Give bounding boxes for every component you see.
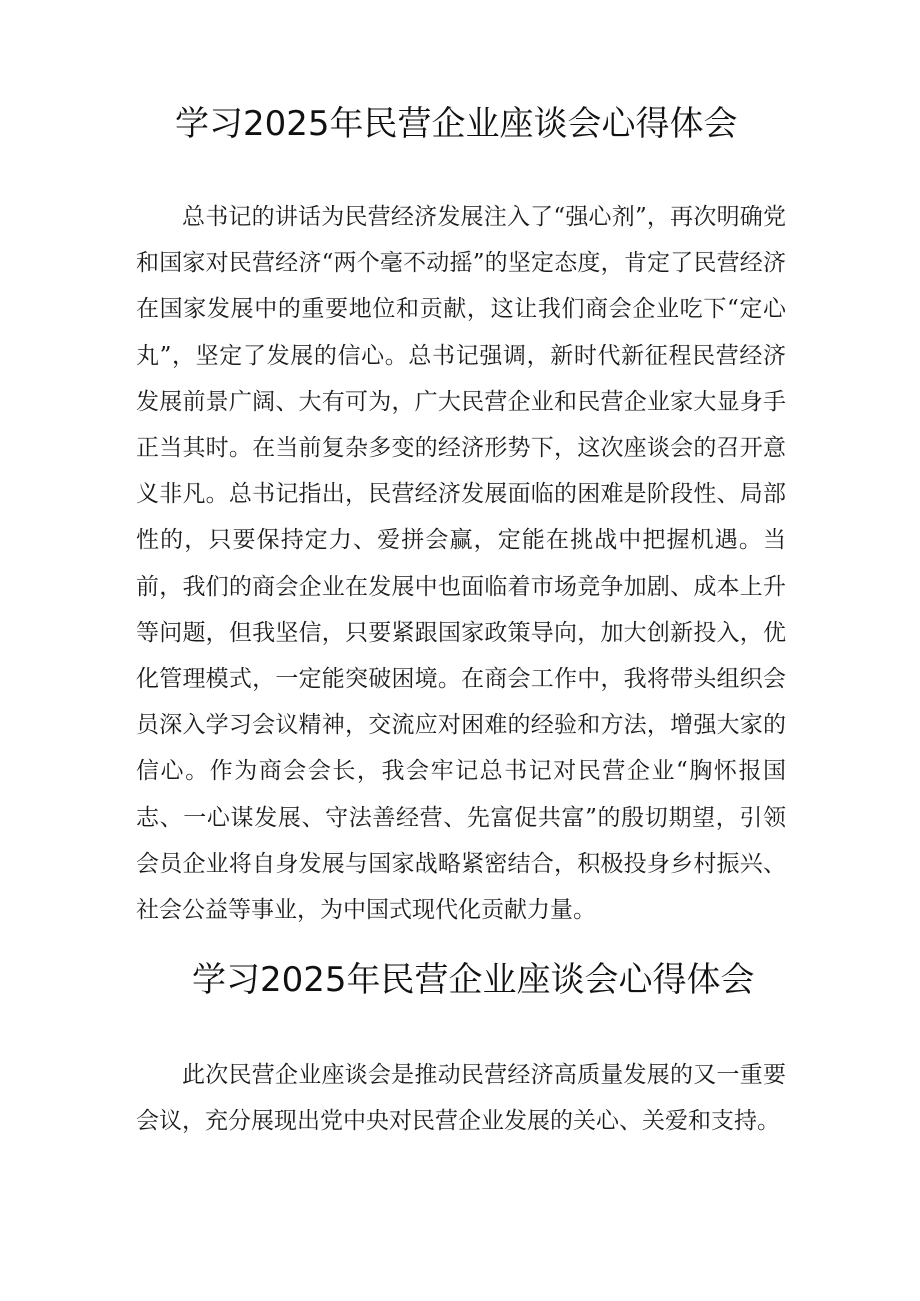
body-paragraph: 总书记的讲话为民营经济发展注入了“强心剂”，再次明确党和国家对民营经济“两个毫不动摇”的坚定态度，肯定了民营经济在国家发展中的重要地位和贡献，这让我们商会企业吃下“定心丸”，坚定了发展的信心。总书记强调，新时代新征程民营经济发展前景广阔、大有可为，广大民营企业和民营企业家大显身手正当其时。在当前复杂多变的经济形势下，这次座谈会的召开意义非凡。总书记指出，民营经济发展面临的困难是阶段性、局部性的，只要保持定力、爱拼会赢，定能在挑战中把握机遇。当前，我们的商会企业在发展中也面临着市场竞争加剧、成本上升等问题，但我坚信，只要紧跟国家政策导向，加大创新投入，优化管理模式，一定能突破困境。在商会工作中，我将带头组织会员深入学习会议精神，交流应对困难的经验和方法，增强大家的信心。作为商会会长，我会牢记总书记对民营企业“胸怀报国志、一心谋发展、守法善经营、先富促共富”的殷切期望，引领会员企业将自身发展与国家战略紧密结合，积极投身乡村振兴、社会公益等事业，为中国式现代化贡献力量。	[136, 204, 786, 924]
document-title: 学习2025年民营企业座谈会心得体会	[192, 960, 755, 1000]
document-title: 学习2025年民营企业座谈会心得体会	[175, 104, 738, 144]
body-paragraph: 此次民营企业座谈会是推动民营经济高质量发展的又一重要会议，充分展现出党中央对民营企业发展的关心、关爱和支持。	[136, 1062, 786, 1135]
